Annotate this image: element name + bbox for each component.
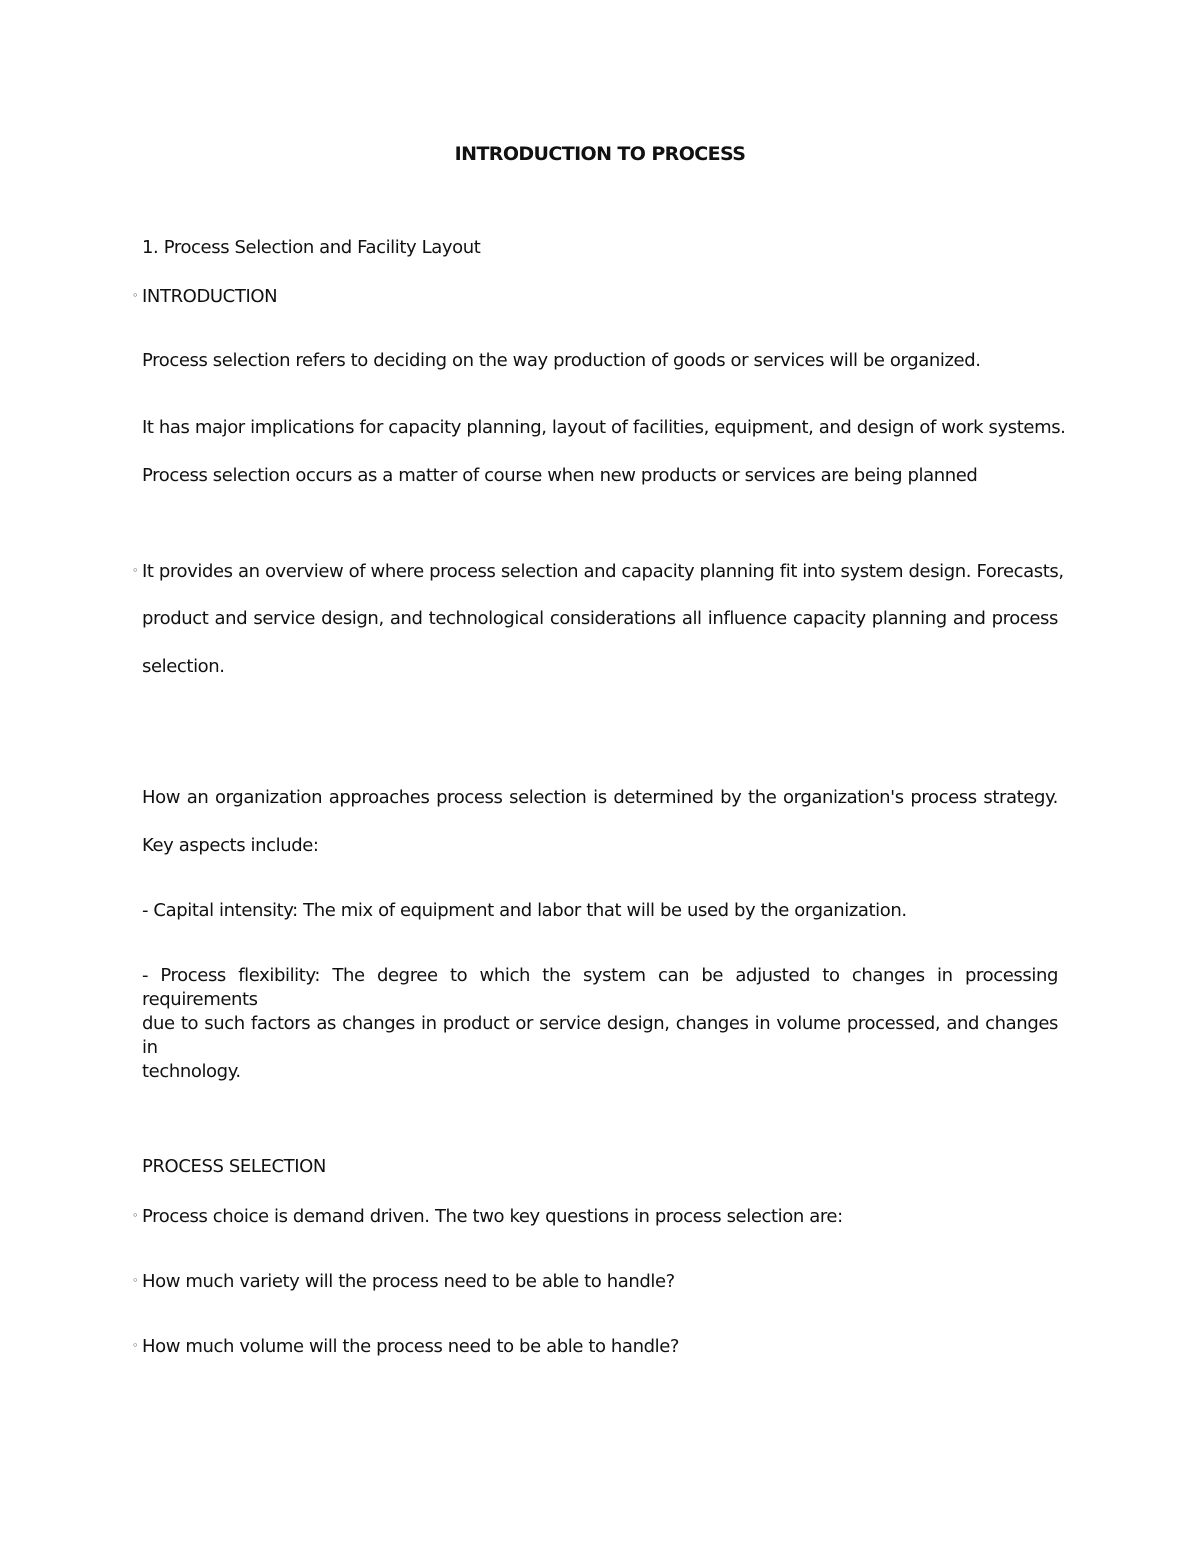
- process-selection-item-text: How much volume will the process need to be able to handle?: [142, 1336, 680, 1357]
- capital-intensity-line: - Capital intensity: The mix of equipment and labor that will be used by the organization.: [142, 900, 907, 921]
- overview-paragraph-first-line: [132, 559, 1064, 584]
- bullet-icon: ◦: [132, 1339, 139, 1352]
- bullet-icon: ◦: [132, 1209, 139, 1222]
- process-selection-item-text: Process choice is demand driven. The two key questions in process selection are:: [142, 1206, 843, 1227]
- bullet-icon: ◦: [132, 564, 139, 577]
- intro-label-row: [132, 284, 277, 309]
- document-title: INTRODUCTION TO PROCESS: [454, 143, 746, 165]
- process-selection-item: [132, 1334, 679, 1359]
- intro-label: INTRODUCTION: [142, 286, 278, 307]
- intro-line: It has major implications for capacity planning, layout of facilities, equipment, and design of work systems.: [142, 417, 1066, 438]
- process-selection-item-text: How much variety will the process need to be able to handle?: [142, 1271, 675, 1292]
- overview-line: product and service design, and technological considerations all influence capacity planning and process: [142, 608, 1058, 629]
- flexibility-line: due to such factors as changes in product or service design, changes in volume processed, and changes in: [142, 1013, 1058, 1058]
- overview-line: selection.: [142, 656, 225, 677]
- process-selection-item: [132, 1269, 675, 1294]
- overview-line: It provides an overview of where process selection and capacity planning fit into system design. Forecasts,: [142, 561, 1064, 582]
- bullet-icon: ◦: [132, 289, 139, 302]
- intro-line: Process selection occurs as a matter of course when new products or services are being planned: [142, 465, 978, 486]
- process-selection-heading: PROCESS SELECTION: [142, 1156, 326, 1177]
- flexibility-line: technology.: [142, 1061, 241, 1082]
- bullet-icon: ◦: [132, 1274, 139, 1287]
- intro-line: Process selection refers to deciding on the way production of goods or services will be organized.: [142, 350, 981, 371]
- strategy-line: Key aspects include:: [142, 835, 319, 856]
- section-heading: 1. Process Selection and Facility Layout: [142, 237, 481, 258]
- process-selection-item: [132, 1204, 843, 1229]
- flexibility-line: - Process flexibility: The degree to which the system can be adjusted to changes in processing requirements: [142, 965, 1058, 1010]
- strategy-line: How an organization approaches process selection is determined by the organization's process strategy.: [142, 787, 1058, 808]
